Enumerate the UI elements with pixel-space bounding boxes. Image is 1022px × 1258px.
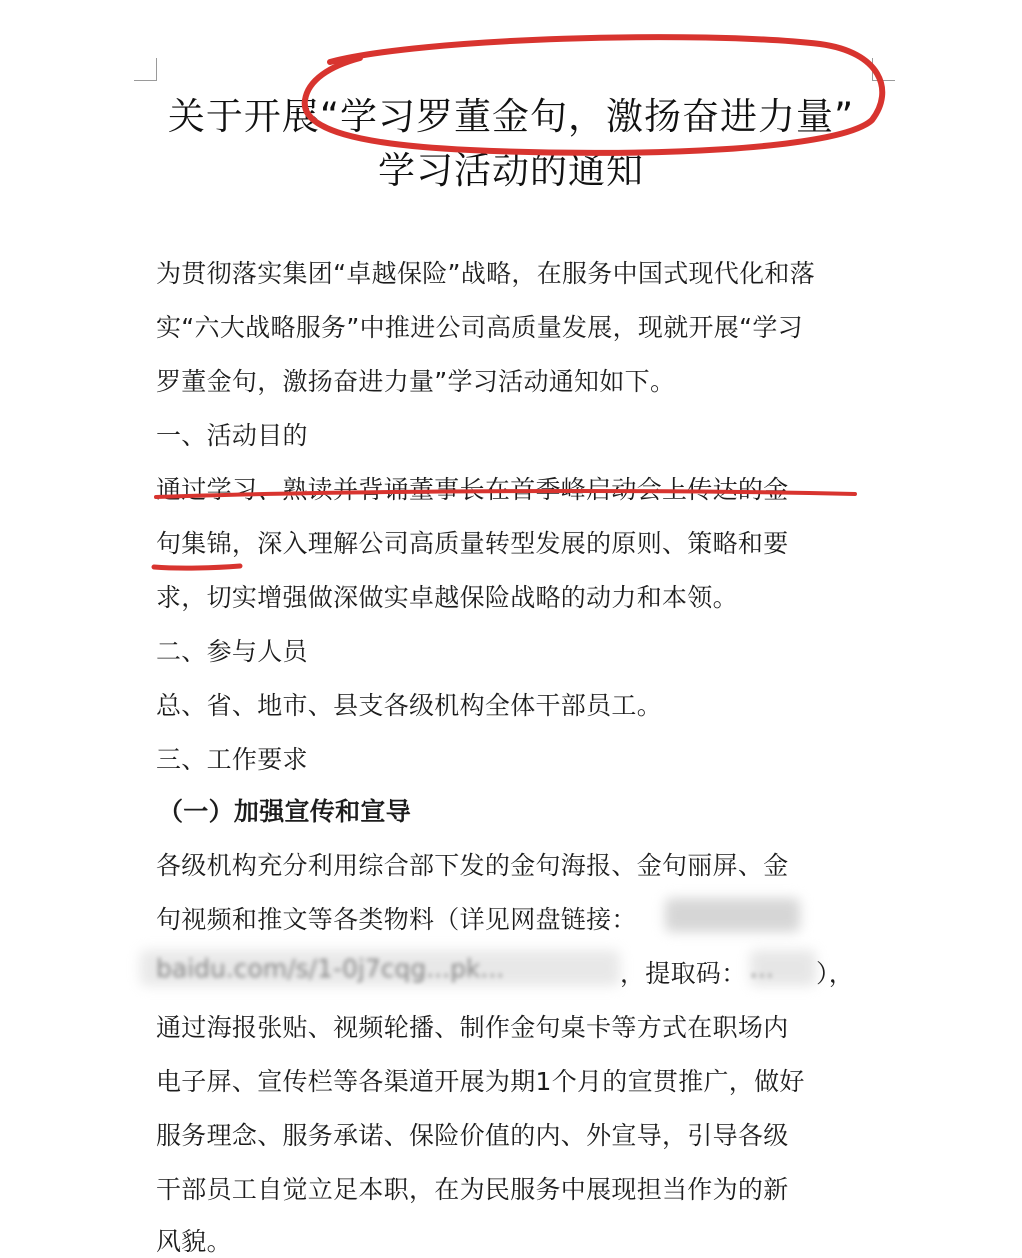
paragraph-line: 实“六大战略服务”中推进公司高质量发展，现就开展“学习 bbox=[156, 313, 803, 342]
paragraph-line: 各级机构充分利用综合部下发的金句海报、金句丽屏、金 bbox=[156, 851, 789, 880]
crop-mark-top-right bbox=[872, 58, 895, 81]
redaction-blur bbox=[750, 950, 816, 986]
paragraph-line: 通过海报张贴、视频轮播、制作金句桌卡等方式在职场内 bbox=[156, 1013, 789, 1042]
subsection-heading-publicity: （一）加强宣传和宣导 bbox=[158, 797, 412, 826]
doc-title-line-2: 学习活动的通知 bbox=[378, 149, 644, 192]
paragraph-line: 罗董金句，激扬奋进力量”学习活动通知如下。 bbox=[156, 367, 676, 396]
paragraph-line: 通过学习、熟读并背诵董事长在首季峰启动会上传达的金 bbox=[156, 475, 789, 504]
red-underline-annotation bbox=[154, 566, 240, 568]
section-heading-participants: 二、参与人员 bbox=[156, 637, 308, 666]
section-heading-purpose: 一、活动目的 bbox=[156, 421, 308, 450]
paragraph-line: 句视频和推文等各类物料（详见网盘链接： bbox=[156, 905, 637, 934]
paragraph-line: 干部员工自觉立足本职，在为民服务中展现担当作为的新 bbox=[156, 1175, 789, 1204]
doc-title-line-1: 关于开展“学习罗董金句，激扬奋进力量” bbox=[167, 95, 855, 138]
section-heading-requirements: 三、工作要求 bbox=[156, 745, 308, 774]
paragraph-line: 服务理念、服务承诺、保险价值的内、外宣导，引导各级 bbox=[156, 1121, 789, 1150]
paragraph-line: 电子屏、宣传栏等各渠道开展为期1个月的宣贯推广，做好 bbox=[156, 1067, 805, 1096]
paragraph-line: 风貌。 bbox=[156, 1227, 232, 1256]
paragraph-line: 求，切实增强做深做实卓越保险战略的动力和本领。 bbox=[156, 583, 738, 612]
crop-mark-top-left bbox=[134, 58, 157, 81]
paragraph-line: 句集锦，深入理解公司高质量转型发展的原则、策略和要 bbox=[156, 529, 789, 558]
paragraph-line: 为贯彻落实集团“卓越保险”战略，在服务中国式现代化和落 bbox=[156, 259, 816, 288]
redaction-blur bbox=[140, 950, 620, 986]
paragraph-line: 总、省、地市、县支各级机构全体干部员工。 bbox=[156, 691, 663, 720]
redaction-blur bbox=[665, 898, 800, 932]
extraction-code-label: ，提取码： bbox=[620, 959, 747, 988]
paragraph-line-end: ）， bbox=[816, 959, 855, 988]
